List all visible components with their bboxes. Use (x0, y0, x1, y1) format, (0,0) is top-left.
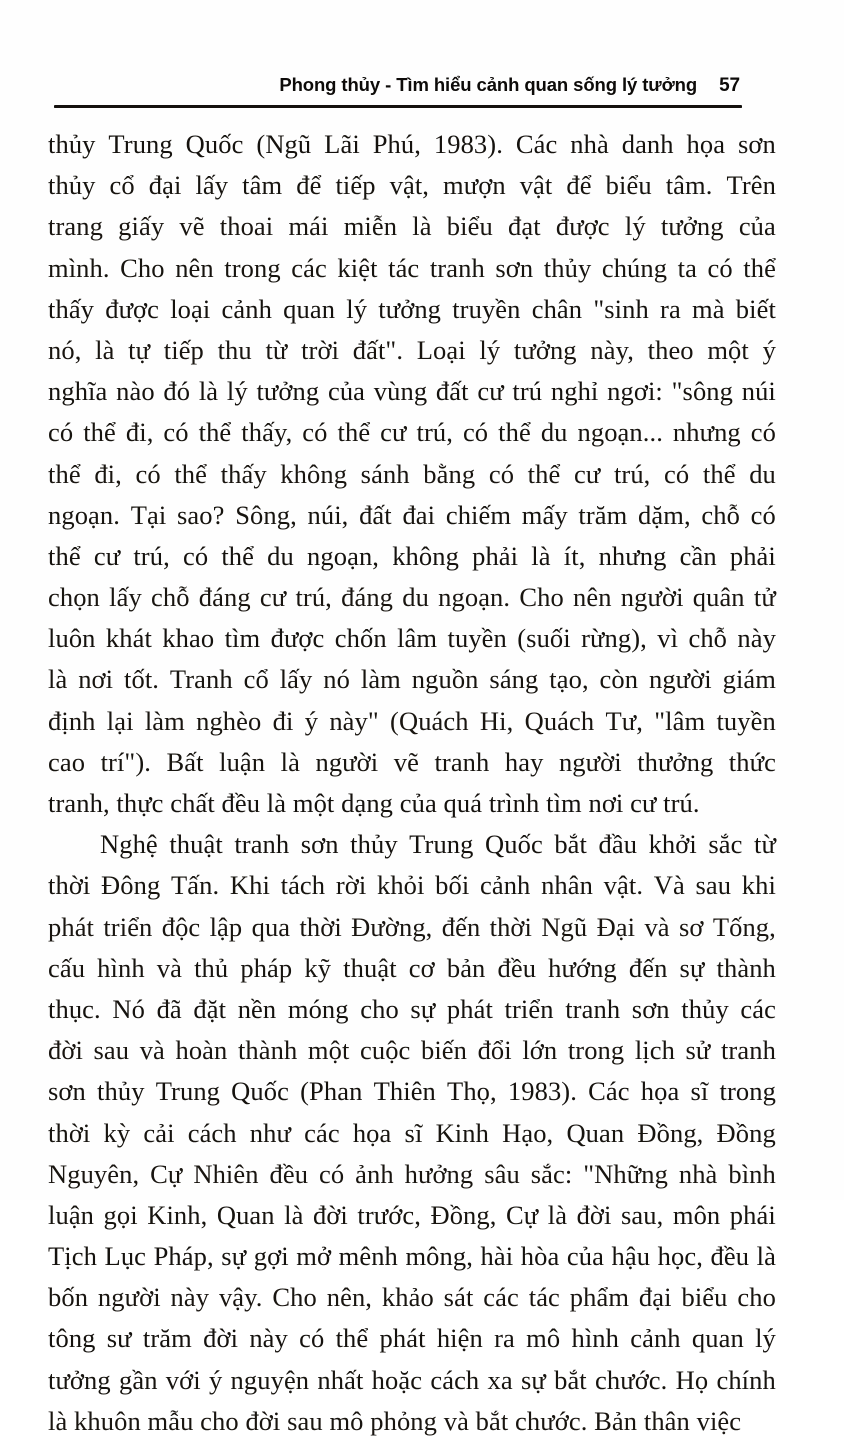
page-number: 57 (719, 75, 740, 96)
text-line: sơn thủy Trung Quốc (Phan Thiên Thọ, 1983). Các họa sĩ trong (48, 1076, 776, 1107)
text-line: Nghệ thuật tranh sơn thủy Trung Quốc bắt đầu khởi sắc từ (100, 829, 776, 860)
text-line: thủy Trung Quốc (Ngũ Lãi Phú, 1983). Các nhà danh họa sơn (48, 129, 776, 159)
text-line: thấy được loại cảnh quan lý tưởng truyền chân "sinh ra mà biết (48, 293, 776, 324)
text-line: thời Đông Tấn. Khi tách rời khỏi bối cảnh nhân vật. Và sau khi (48, 870, 776, 901)
text-line: thục. Nó đã đặt nền móng cho sự phát triển tranh sơn thủy các (48, 993, 776, 1024)
text-line: chọn lấy chỗ đáng cư trú, đáng du ngoạn. Cho nên người quân tử (48, 582, 776, 613)
text-line: Nguyên, Cự Nhiên đều có ảnh hưởng sâu sắc: "Những nhà bình (48, 1158, 776, 1189)
text-line: cấu hình và thủ pháp kỹ thuật cơ bản đều hướng đến sự thành (48, 952, 776, 983)
text-line: mình. Cho nên trong các kiệt tác tranh sơn thủy chúng ta có thể (48, 252, 776, 283)
text-line: tông sư trăm đời này có thể phát hiện ra mô hình cảnh quan lý (48, 1323, 776, 1354)
header-divider-rule (54, 105, 742, 108)
text-line: là nơi tốt. Tranh cổ lấy nó làm nguồn sáng tạo, còn người giám (48, 664, 776, 695)
text-line: đời sau và hoàn thành một cuộc biến đổi lớn trong lịch sử tranh (48, 1035, 776, 1066)
text-line: thời kỳ cải cách như các họa sĩ Kinh Hạo, Quan Đồng, Đồng (48, 1117, 776, 1148)
text-line: cao trí"). Bất luận là người vẽ tranh hay người thưởng thức (48, 746, 776, 777)
text-line: thể đi, có thể thấy không sánh bằng có thể cư trú, có thể du (48, 458, 776, 489)
text-line: phát triển độc lập qua thời Đường, đến thời Ngũ Đại và sơ Tống, (48, 911, 776, 942)
text-line: thủy cổ đại lấy tâm để tiếp vật, mượn vật để biểu tâm. Trên (48, 170, 776, 201)
paragraph (48, 824, 776, 1442)
text-line: trang giấy vẽ thoai mái miễn là biểu đạt được lý tưởng của (48, 211, 776, 242)
text-line: nghĩa nào đó là lý tưởng của vùng đất cư trú nghỉ ngơi: "sông núi (48, 376, 776, 407)
text-line: tưởng gần với ý nguyện nhất hoặc cách xa sự bắt chước. Họ chính (48, 1364, 776, 1395)
text-line: Tịch Lục Pháp, sự gợi mở mênh mông, hài hòa của hậu học, đều là (48, 1241, 776, 1272)
page-body-text (48, 124, 776, 1442)
text-line: ngoạn. Tại sao? Sông, núi, đất đai chiếm mấy trăm dặm, chỗ có (48, 499, 776, 530)
text-line: luôn khát khao tìm được chốn lâm tuyền (suối rừng), vì chỗ này (48, 623, 776, 654)
paragraph (48, 124, 776, 824)
text-line: tranh, thực chất đều là một dạng của quá trình tìm nơi cư trú. (48, 788, 700, 818)
text-line: có thể đi, có thể thấy, có thể cư trú, có thể du ngoạn... nhưng có (48, 417, 776, 448)
running-head-title: Phong thủy - Tìm hiểu cảnh quan sống lý tưởng (279, 74, 698, 95)
text-line: thể cư trú, có thể du ngoạn, không phải là ít, nhưng cần phải (48, 540, 776, 571)
text-line: định lại làm nghèo đi ý này" (Quách Hi, Quách Tư, "lâm tuyền (48, 705, 776, 736)
text-line: bốn người này vậy. Cho nên, khảo sát các tác phẩm đại biểu cho (48, 1282, 776, 1313)
text-line: là khuôn mẫu cho đời sau mô phỏng và bắt chước. Bản thân việc (48, 1405, 742, 1436)
text-line: luận gọi Kinh, Quan là đời trước, Đồng, Cự là đời sau, môn phái (48, 1199, 776, 1230)
text-line: nó, là tự tiếp thu từ trời đất". Loại lý tưởng này, theo một ý (48, 334, 776, 365)
running-head (52, 74, 744, 106)
